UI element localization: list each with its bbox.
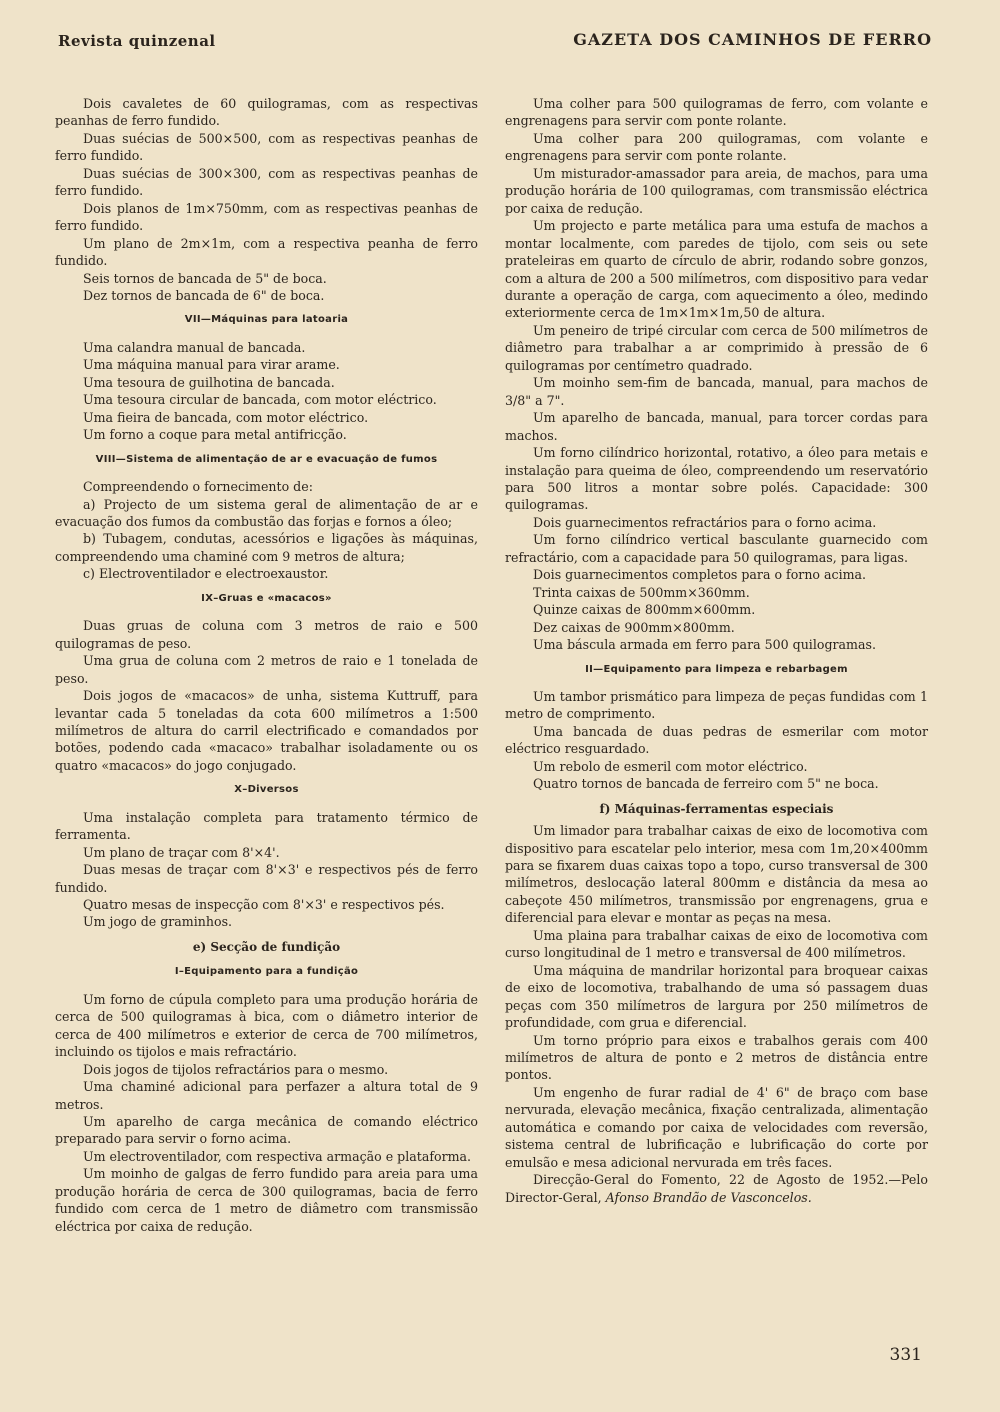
paragraph: Um aparelho de bancada, manual, para torcer cordas para machos. <box>505 410 928 443</box>
paragraph: Dois jogos de «macacos» de unha, sistema Kuttruff, para levantar cada 5 toneladas da cota 600 milímetros a 1:500 milímetros de altura do carril electrificado e comandados por botões, podendo cada «macaco» trabalhar isoladamente ou os quatro «macacos» do jogo conjugado. <box>55 688 478 773</box>
paragraph: Uma colher para 200 quilogramas, com volante e engrenagens para servir com ponte rolante. <box>505 130 928 164</box>
paragraph: Dois cavaletes de 60 quilogramas, com as respectivas peanhas de ferro fundido. <box>55 96 478 129</box>
paragraph: Uma tesoura de guilhotina de bancada. <box>83 374 335 390</box>
paragraph: Uma máquina de mandrilar horizontal para broquear caixas de eixo de locomotiva, trabalhando de uma só passagem duas peças com 350 milímetros de largura por 250 milímetros de profundidade, com grua e diferencial. <box>505 962 928 1031</box>
section-heading: II—Equipamento para limpeza e rebarbagem <box>585 663 848 675</box>
paragraph: Dois jogos de tijolos refractários para o mesmo. <box>83 1061 389 1077</box>
paragraph: Dois guarnecimentos completos para o forno acima. <box>533 567 867 583</box>
header-right: GAZETA DOS CAMINHOS DE FERRO <box>573 30 932 49</box>
paragraph: Duas gruas de coluna com 3 metros de raio e 500 quilogramas de peso. <box>55 618 478 651</box>
paragraph: Uma chaminé adicional para perfazer a altura total de 9 metros. <box>55 1079 478 1112</box>
paragraph: Um misturador-amassador para areia, de machos, para uma produção horária de 100 quilogramas, com transmissão eléctrica por caixa de redução. <box>505 165 928 216</box>
paragraph: Uma colher para 500 quilogramas de ferro, com volante e engrenagens para servir com ponte rolante. <box>505 96 928 129</box>
right-column <box>505 95 928 1206</box>
paragraph: Uma calandra manual de bancada. <box>83 339 306 355</box>
paragraph: Um moinho de galgas de ferro fundido para areia para uma produção horária de cerca de 300 quilogramas, bacia de ferro fundido com cerca de 1 metro de diâmetro com transmissão eléctrica por caixa de redução. <box>55 1166 478 1234</box>
paragraph: Um electroventilador, com respectiva armação e plataforma. <box>83 1148 472 1164</box>
paragraph: Uma máquina manual para virar arame. <box>83 357 340 373</box>
paragraph: Compreendendo o fornecimento de: <box>83 479 313 495</box>
paragraph: Uma grua de coluna com 2 metros de raio e 1 tonelada de peso. <box>55 653 478 686</box>
paragraph: Uma plaina para trabalhar caixas de eixo de locomotiva com curso longitudinal de 1 metro e transversal de 400 milímetros. <box>505 927 928 961</box>
paragraph: Uma tesoura circular de bancada, com motor eléctrico. <box>83 392 437 408</box>
paragraph: Duas mesas de traçar com 8'×3' e respectivos pés de ferro fundido. <box>55 862 478 895</box>
paragraph: Um rebolo de esmeril com motor eléctrico. <box>533 758 808 774</box>
paragraph: Uma báscula armada em ferro para 500 quilogramas. <box>533 637 876 653</box>
header-left: Revista quinzenal <box>58 32 216 50</box>
page-number: 331 <box>889 1345 922 1365</box>
right-column-body <box>505 95 928 1171</box>
paragraph: Um aparelho de carga mecânica de comando eléctrico preparado para servir o forno acima. <box>55 1114 478 1147</box>
paragraph: Duas suécias de 300×300, com as respectivas peanhas de ferro fundido. <box>55 165 478 199</box>
paragraph: Um limador para trabalhar caixas de eixo de locomotiva com dispositivo para escatelar pelo interior, mesa com 1m,20×400mm para se fixarem duas caixas topo a topo, curso transversal de 300 milímetros, deslocação lateral 800mm e distância da mesa ao cabeçote 450 milímetros, transmissão por engrenagens, grua e diferencial para elevar e montar as peças na mesa. <box>505 823 928 926</box>
paragraph: Um jogo de graminhos. <box>83 914 233 930</box>
paragraph: Dois planos de 1m×750mm, com as respectivas peanhas de ferro fundido. <box>55 200 478 234</box>
paragraph: a) Projecto de um sistema geral de alimentação de ar e evacuação dos fumos da combustão das forjas e fornos a óleo; <box>55 496 478 529</box>
paragraph: Quinze caixas de 800mm×600mm. <box>533 602 756 618</box>
section-heading: VII—Máquinas para latoaria <box>184 314 349 326</box>
paragraph: Dez caixas de 900mm×800mm. <box>533 619 735 635</box>
paragraph: Um torno próprio para eixos e trabalhos gerais com 400 milímetros de altura de ponto e 2 metros de distância entre pontos. <box>505 1032 928 1083</box>
paragraph: b) Tubagem, condutas, acessórios e ligações às máquinas, compreendendo uma chaminé com 9 metros de altura; <box>55 531 478 564</box>
paragraph: Um forno a coque para metal antifricção. <box>83 427 347 443</box>
section-heading: IX–Gruas e «macacos» <box>201 592 332 604</box>
section-heading: I–Equipamento para a fundição <box>174 966 359 978</box>
paragraph: Seis tornos de bancada de 5" de boca. <box>83 270 327 286</box>
paragraph: Duas suécias de 500×500, com as respectivas peanhas de ferro fundido. <box>55 130 478 164</box>
paragraph: Um plano de 2m×1m, com a respectiva peanha de ferro fundido. <box>55 235 478 269</box>
paragraph: Dez tornos de bancada de 6" de boca. <box>83 287 325 303</box>
left-column <box>55 95 478 1235</box>
paragraph: Um plano de traçar com 8'×4'. <box>83 844 280 860</box>
paragraph: Quatro mesas de inspecção com 8'×3' e respectivos pés. <box>83 897 445 913</box>
paragraph: Quatro tornos de bancada de ferreiro com 5" ne boca. <box>533 776 879 792</box>
paragraph: Trinta caixas de 500mm×360mm. <box>533 584 750 600</box>
paragraph: Uma instalação completa para tratamento térmico de ferramenta. <box>55 809 478 843</box>
section-heading: X–Diversos <box>234 784 299 796</box>
section-title: e) Secção de fundição <box>192 939 341 954</box>
paragraph: c) Electroventilador e electroexaustor. <box>83 566 329 582</box>
paragraph: Um forno cilíndrico horizontal, rotativo, a óleo para metais e instalação para queima de óleo, compreendendo um reservatório para 500 litros a montar sobre polés. Capacidade: 300 quilogramas. <box>505 445 928 513</box>
paragraph: Um projecto e parte metálica para uma estufa de machos a montar localmente, com paredes de tijolo, com seis ou sete prateleiras em quarto de círculo de abrir, rodando sobre gonzos, com a altura de 200 a 500 milímetros, com dispositivo para vedar durante a operação de carga, com aquecimento a óleo, medindo exteriormente cerca de 1m×1m×1m,50 de altura. <box>505 218 928 321</box>
paragraph: Um forno de cúpula completo para uma produção horária de cerca de 500 quilogramas à bica, com o diâmetro interior de cerca de 400 milímetros e exterior de cerca de 700 milímetros, incluindo os tijolos e mais refractário. <box>55 991 478 1060</box>
paragraph: Uma fieira de bancada, com motor eléctrico. <box>83 409 369 425</box>
signature-text: Direcção-Geral do Fomento, 22 de Agosto de 1952.—Pelo Director-Geral, <box>505 1172 928 1205</box>
paragraph: Um peneiro de tripé circular com cerca de 500 milímetros de diâmetro para trabalhar a ar comprimido à pressão de 6 quilogramas por centímetro quadrado. <box>505 322 928 373</box>
signature-paragraph <box>505 1171 928 1206</box>
signature-name: Afonso Brandão de Vasconcelos. <box>605 1189 812 1205</box>
paragraph: Dois guarnecimentos refractários para o forno acima. <box>533 514 877 530</box>
paragraph: Um tambor prismático para limpeza de peças fundidas com 1 metro de comprimento. <box>505 688 928 722</box>
paragraph: Um moinho sem-fim de bancada, manual, para machos de 3/8" a 7". <box>505 375 928 408</box>
paragraph: Um forno cilíndrico vertical basculante guarnecido com refractário, com a capacidade para 50 quilogramas, para ligas. <box>505 532 928 565</box>
section-title: f) Máquinas-ferramentas especiais <box>599 801 834 816</box>
paragraph: Um engenho de furar radial de 4' 6" de braço com base nervurada, elevação mecânica, fixação centralizada, alimentação automática e comando por caixa de velocidades com reversão, sistema central de lubrificação e lubrificação do corte por emulsão e mesa adicional nervurada em três faces. <box>505 1084 928 1170</box>
paragraph: Uma bancada de duas pedras de esmerilar com motor eléctrico resguardado. <box>505 723 928 757</box>
section-heading: VIII—Sistema de alimentação de ar e evacuação de fumos <box>95 453 438 465</box>
